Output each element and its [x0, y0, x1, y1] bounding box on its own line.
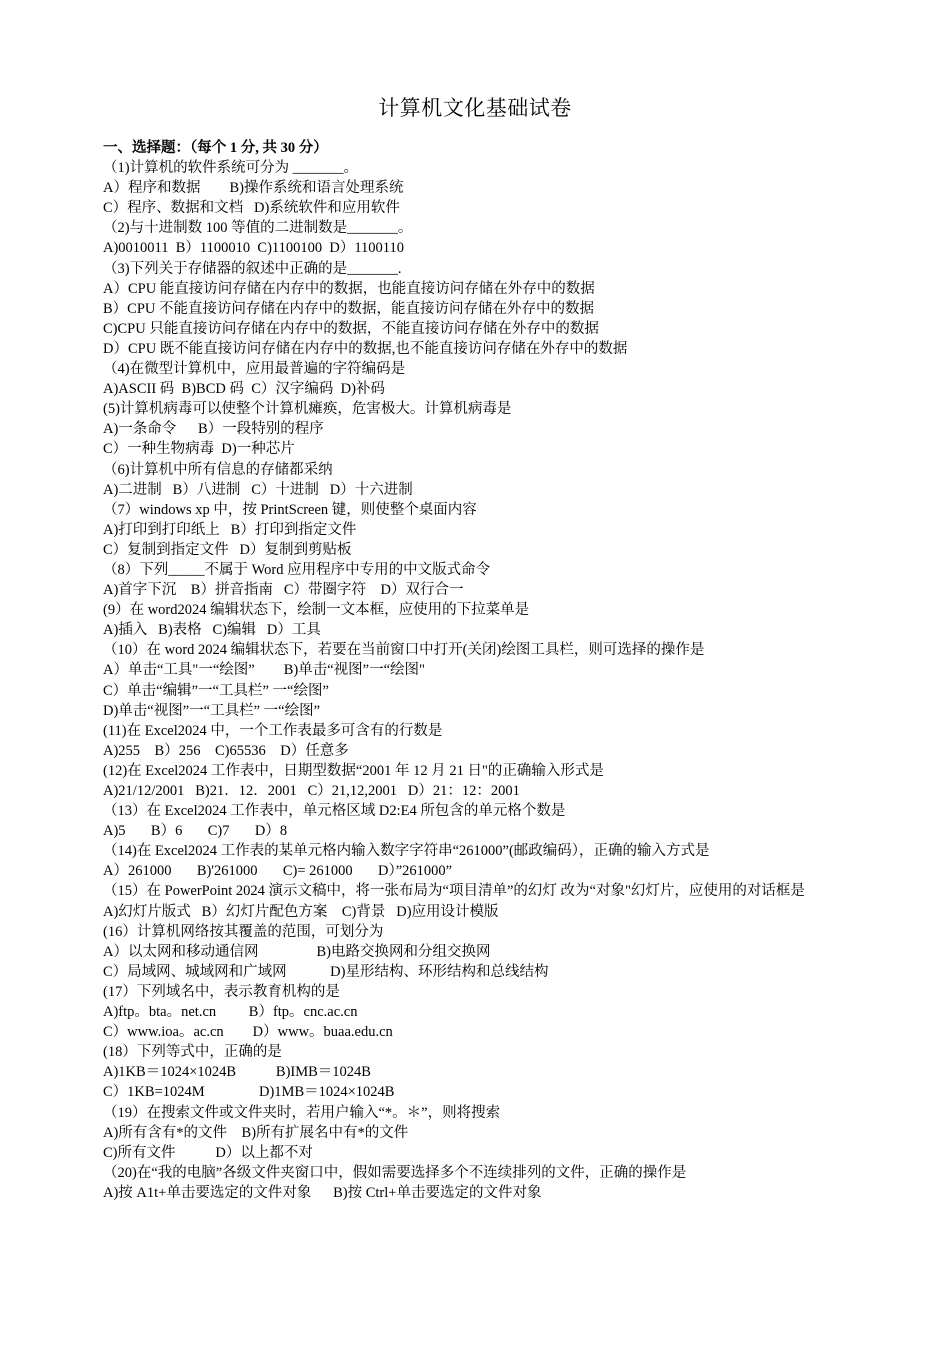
question-line: A)按 A1t+单击要选定的文件对象 B)按 Ctrl+单击要选定的文件对象 [103, 1184, 542, 1201]
question-line: B）CPU 不能直接访问存储在内存中的数据，能直接访问存储在外存中的数据 [103, 300, 595, 317]
exam-content [103, 138, 863, 1203]
question-line: C）www.ioa。ac.cn D）www。buaa.edu.cn [103, 1024, 393, 1041]
question-line: (11)在 Excel2024 中，一个工作表最多可含有的行数是 [103, 722, 443, 739]
question-line: A）单击“工具"一“绘图” B)单击“视图”一“绘图" [103, 662, 425, 679]
question-line: (16）计算机网络按其覆盖的范围，可划分为 [103, 923, 384, 940]
question-list [103, 158, 863, 1203]
question-line: A)幻灯片版式 B）幻灯片配色方案 C)背景 D)应用设计模版 [103, 903, 499, 920]
question-line: C）单击“编辑”一“工具栏” 一“绘图” [103, 682, 329, 699]
question-line: A)0010011 B）1100010 C)1100100 D）1100110 [103, 240, 405, 257]
question-line: （7）windows xp 中，按 PrintScreen 键，则使整个桌面内容 [103, 501, 477, 518]
section-title: 一、选择题：（每个 1 分, 共 30 分） [103, 140, 328, 156]
question-line: (12)在 Excel2024 工作表中，日期型数据“2001 年 12 月 21 日"的正确输入形式是 [103, 762, 604, 779]
question-line: A)插入 B)表格 C)编辑 D）工具 [103, 622, 321, 639]
question-line: A)ASCII 码 B)BCD 码 C）汉字编码 D)补码 [103, 381, 385, 398]
question-line: D）CPU 既不能直接访问存储在内存中的数据,也不能直接访问存储在外存中的数据 [103, 340, 628, 357]
question-line: C）程序、数据和文档 D)系统软件和应用软件 [103, 200, 400, 217]
question-line: A)1KB＝1024×1024B B)IMB＝1024B [103, 1064, 371, 1081]
question-line: A）261000 B)'261000 C)= 261000 D）”261000” [103, 863, 453, 880]
question-line: （19）在搜索文件或文件夹时，若用户输入“*。＊”，则将搜索 [103, 1104, 501, 1121]
question-line: （8）下列_____不属于 Word 应用程序中专用的中文版式命令 [103, 561, 491, 578]
question-line: （2)与十进制数 100 等值的二进制数是_______。 [103, 220, 413, 237]
question-line: （20)在“我的电脑”各级文件夹窗口中，假如需要选择多个不连续排列的文件，正确的操作是 [103, 1164, 687, 1181]
question-line: A）以太网和移动通信网 B)电路交换网和分组交换网 [103, 943, 491, 960]
question-line: A）CPU 能直接访问存储在内存中的数据，也能直接访问存储在外存中的数据 [103, 280, 595, 297]
question-line: A)打印到打印纸上 B）打印到指定文件 [103, 521, 357, 538]
question-line: C)所有文件 D）以上都不对 [103, 1144, 313, 1161]
question-line: (17）下列域名中，表示教育机构的是 [103, 983, 340, 1000]
question-line: （13）在 Excel2024 工作表中，单元格区域 D2:E4 所包含的单元格个数是 [103, 803, 566, 820]
question-line: A)ftp。bta。net.cn B）ftp。cnc.ac.cn [103, 1004, 358, 1021]
question-line: (18）下列等式中，正确的是 [103, 1044, 282, 1061]
question-line: C）一种生物病毒 D)一种芯片 [103, 441, 295, 458]
question-line: （14)在 Excel2024 工作表的某单元格内输入数字字符串“261000”(邮政编码），正确的输入方式是 [103, 843, 710, 860]
question-line: A)首字下沉 B）拼音指南 C）带圈字符 D）双行合一 [103, 582, 464, 599]
page-title: 计算机文化基础试卷 [378, 96, 572, 120]
question-line: （1)计算机的软件系统可分为 _______。 [103, 160, 358, 177]
question-line: C）复制到指定文件 D）复制到剪贴板 [103, 541, 352, 558]
question-line: （4)在微型计算机中，应用最普遍的字符编码是 [103, 361, 406, 378]
question-line: （3)下列关于存储器的叙述中正确的是_______. [103, 260, 402, 277]
question-line: （15）在 PowerPoint 2024 演示文稿中，将一张布局为“项目清单”的幻灯 改为“对象"幻灯片，应使用的对话框是 [103, 883, 805, 900]
question-line: C）1KB=1024M D)1MB＝1024×1024B [103, 1084, 395, 1101]
question-line: (5)计算机病毒可以使整个计算机瘫痪，危害极大。计算机病毒是 [103, 401, 512, 418]
question-line: A)255 B）256 C)65536 D）任意多 [103, 742, 349, 759]
question-line: （6)计算机中所有信息的存储都采纳 [103, 461, 333, 478]
question-line: D)单击“视图”一“工具栏” 一“绘图” [103, 702, 321, 719]
question-line: A)21/12/2001 B)21．12．2001 C）21,12,2001 D）21：12：2001 [103, 783, 520, 799]
question-line: A）程序和数据 B)操作系统和语言处理系统 [103, 180, 404, 197]
question-line: A)二进制 B）八进制 C）十进制 D）十六进制 [103, 481, 413, 498]
question-line: C）局域网、城域网和广域网 D)星形结构、环形结构和总线结构 [103, 963, 549, 980]
question-line: C)CPU 只能直接访问存储在内存中的数据，不能直接访问存储在外存中的数据 [103, 320, 599, 337]
question-line: （10）在 word 2024 编辑状态下，若要在当前窗口中打开(关闭)绘图工具栏，则可选择的操作是 [103, 642, 705, 659]
question-line: (9）在 word2024 编辑状态下，绘制一文本框，应使用的下拉菜单是 [103, 602, 530, 619]
question-line: A)一条命令 B）一段特别的程序 [103, 421, 324, 438]
question-line: A)所有含有*的文件 B)所有扩展名中有*的文件 [103, 1124, 409, 1141]
question-line: A)5 B）6 C)7 D）8 [103, 823, 288, 840]
